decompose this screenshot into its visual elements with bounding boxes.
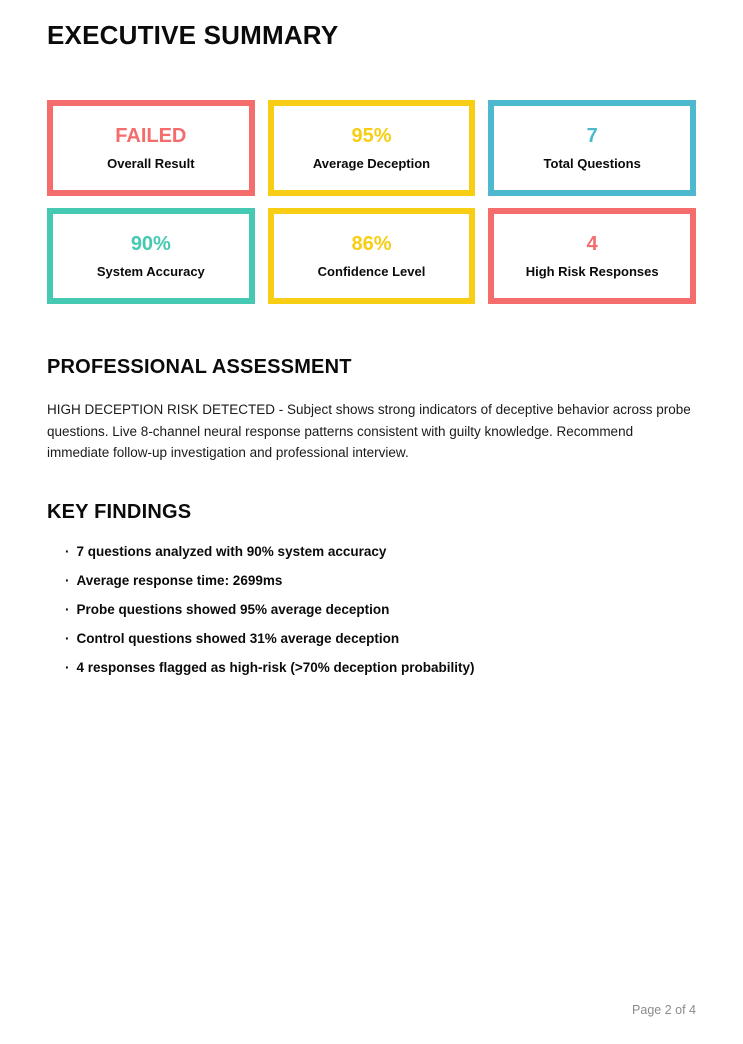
stat-card-overall-result — [47, 100, 255, 196]
stat-value: FAILED — [115, 125, 187, 147]
finding-item — [65, 545, 696, 559]
finding-text: Probe questions showed 95% average deception — [76, 601, 390, 617]
finding-item — [65, 632, 696, 646]
bullet-icon: · — [65, 659, 70, 675]
stat-label: Confidence Level — [317, 264, 426, 279]
finding-text: Average response time: 2699ms — [76, 572, 283, 588]
key-findings-heading: KEY FINDINGS — [47, 500, 192, 523]
stat-card-high-risk-responses — [488, 208, 696, 304]
page-number: Page 2 of 4 — [632, 1003, 696, 1017]
page-title: EXECUTIVE SUMMARY — [47, 20, 339, 50]
stat-label: Overall Result — [107, 156, 195, 171]
bullet-icon: · — [65, 543, 70, 559]
professional-assessment-section — [47, 356, 696, 464]
stat-card-average-deception — [268, 100, 476, 196]
stat-value: 95% — [351, 125, 392, 147]
stat-cards-grid — [47, 100, 696, 304]
professional-assessment-heading: PROFESSIONAL ASSESSMENT — [47, 356, 352, 378]
finding-item — [65, 574, 696, 588]
finding-item — [65, 603, 696, 617]
bullet-icon: · — [65, 601, 70, 617]
bullet-icon: · — [65, 572, 70, 588]
stat-value: 4 — [586, 233, 598, 255]
stat-value: 86% — [351, 233, 392, 255]
stat-value: 90% — [130, 233, 171, 255]
stat-card-confidence-level — [268, 208, 476, 304]
stat-card-total-questions — [488, 100, 696, 196]
finding-text: 7 questions analyzed with 90% system accuracy — [76, 543, 387, 559]
stat-label: Average Deception — [312, 156, 431, 171]
stat-label: System Accuracy — [96, 264, 205, 279]
finding-text: Control questions showed 31% average deception — [76, 630, 400, 646]
stat-value: 7 — [586, 125, 598, 147]
stat-label: Total Questions — [543, 156, 641, 171]
stat-label: High Risk Responses — [525, 264, 659, 279]
professional-assessment-body: HIGH DECEPTION RISK DETECTED - Subject shows strong indicators of deceptive behavior across probe questions. Live 8-channel neural response patterns consistent with guilty knowledge. Recommend immediate follow-up investigation and professional interview. — [47, 402, 691, 460]
finding-text: 4 responses flagged as high-risk (>70% deception probability) — [76, 659, 475, 675]
key-findings-list — [47, 545, 696, 675]
bullet-icon: · — [65, 630, 70, 646]
key-findings-section — [47, 501, 696, 675]
stat-card-system-accuracy — [47, 208, 255, 304]
finding-item — [65, 661, 696, 675]
